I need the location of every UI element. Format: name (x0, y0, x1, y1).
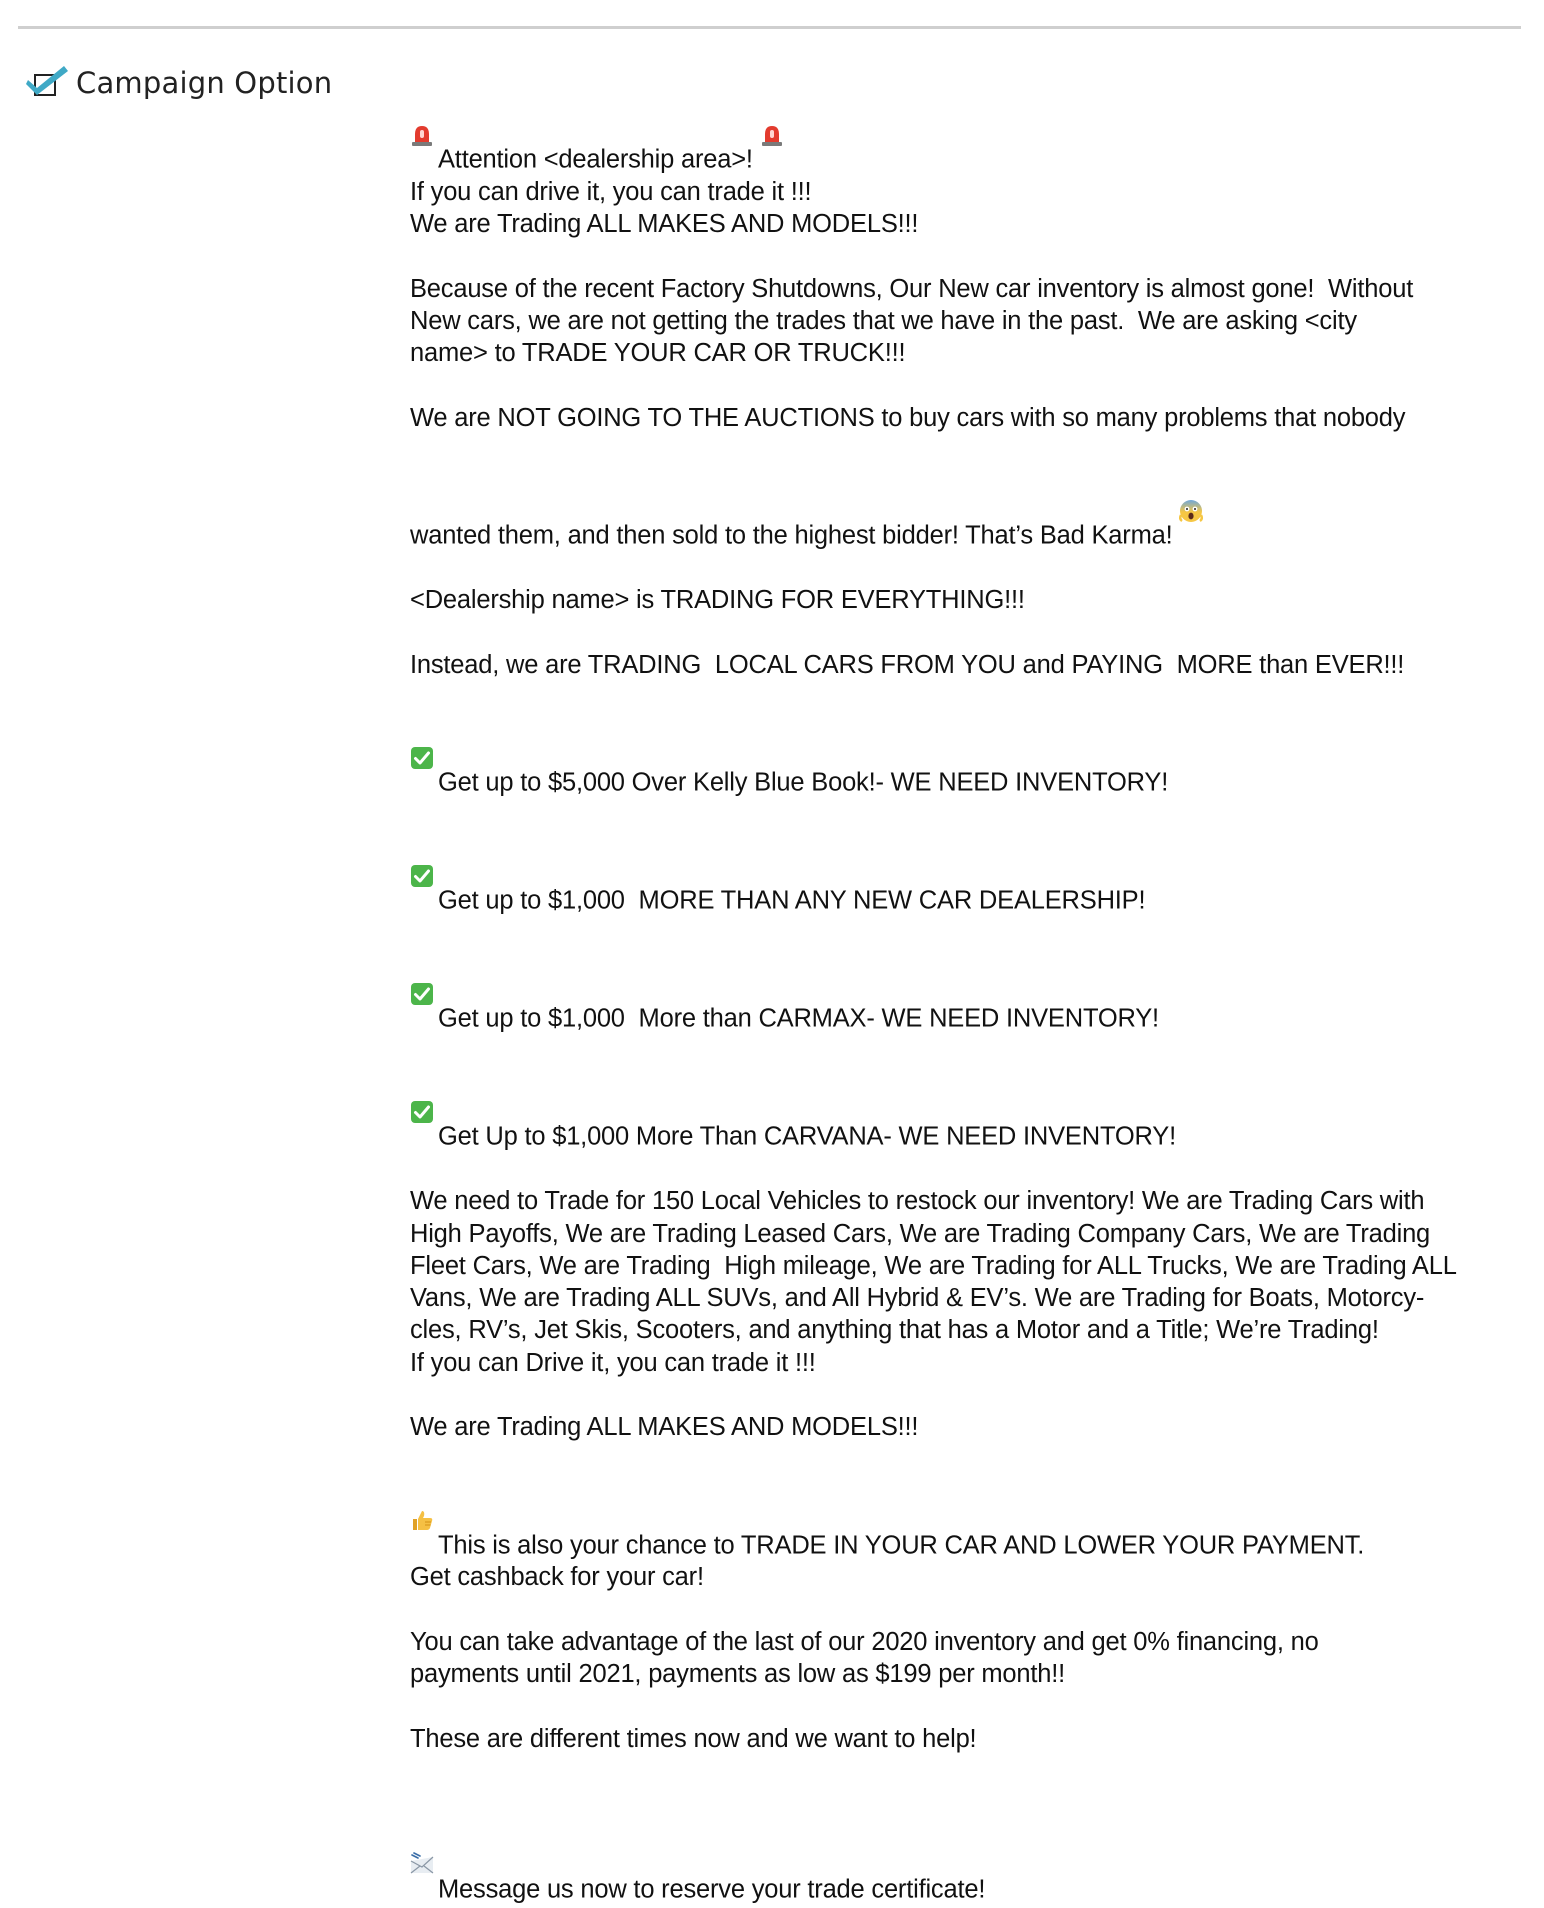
message-line-text: <Dealership name> is TRADING FOR EVERYTHING!!! (410, 586, 1025, 615)
message-blank-line (410, 1691, 1500, 1723)
message-blank-line (410, 370, 1500, 402)
checkbox-checked-icon[interactable] (26, 62, 68, 104)
message-line-text: Get up to $1,000 MORE THAN ANY NEW CAR DEALERSHIP! (438, 886, 1146, 915)
message-line (410, 337, 1500, 369)
message-line (410, 1282, 1500, 1314)
check-mark-button-icon (410, 917, 434, 941)
message-line-text: We are Trading ALL MAKES AND MODELS!!! (410, 1413, 919, 1442)
incoming-envelope-icon (410, 1788, 434, 1812)
message-line (410, 305, 1500, 337)
campaign-message (410, 58, 1500, 1905)
message-line (410, 1035, 1500, 1153)
message-blank-line (410, 1153, 1500, 1185)
message-line-text: We need to Trade for 150 Local Vehicles to restock our inventory! We are Trading Cars with (410, 1187, 1425, 1216)
check-mark-button-icon (410, 681, 434, 705)
message-line (410, 273, 1500, 305)
message-line (410, 1658, 1500, 1690)
message-line (410, 176, 1500, 208)
message-line (410, 917, 1500, 1035)
screaming-face-icon (1179, 434, 1203, 458)
message-line (410, 402, 1500, 434)
message-line-text: Because of the recent Factory Shutdowns, Our New car inventory is almost gone! Without (410, 274, 1414, 303)
message-line (410, 1314, 1500, 1346)
message-line-text: Get up to $1,000 More than CARMAX- WE NEED INVENTORY! (438, 1004, 1159, 1033)
message-blank-line (410, 240, 1500, 272)
message-line (410, 584, 1500, 616)
message-line-text: You can take advantage of the last of our 2020 inventory and get 0% financing, no (410, 1628, 1319, 1657)
message-line (410, 681, 1500, 799)
message-line (410, 1444, 1500, 1562)
message-blank-line (410, 1379, 1500, 1411)
rotating-light-icon (410, 58, 434, 82)
message-line (410, 1626, 1500, 1658)
check-mark-button-icon (410, 1035, 434, 1059)
message-line-text: name> to TRADE YOUR CAR OR TRUCK!!! (410, 339, 906, 368)
message-blank-line (410, 552, 1500, 584)
message-line-text: This is also your chance to TRADE IN YOUR CAR AND LOWER YOUR PAYMENT. (438, 1531, 1365, 1560)
top-divider (18, 26, 1521, 29)
campaign-option-label: Campaign Option (76, 66, 333, 100)
message-line-text: Attention <dealership area>! (438, 145, 760, 174)
message-line-text: We are NOT GOING TO THE AUCTIONS to buy cars with so many problems that nobody (410, 403, 1406, 432)
message-line (410, 1411, 1500, 1443)
message-line (410, 649, 1500, 681)
message-line-text: High Payoffs, We are Trading Leased Cars, We are Trading Company Cars, We are Trading (410, 1219, 1431, 1248)
message-line (410, 1250, 1500, 1282)
message-blank-line (410, 1755, 1500, 1787)
message-line (410, 208, 1500, 240)
message-line (410, 1347, 1500, 1379)
message-line (410, 1218, 1500, 1250)
thumbs-up-icon (410, 1444, 434, 1468)
rotating-light-icon (760, 58, 784, 82)
message-line-text: New cars, we are not getting the trades that we have in the past. We are asking <city (410, 307, 1357, 336)
message-line-text: payments until 2021, payments as low as $199 per month!! (410, 1660, 1066, 1689)
message-line-text: wanted them, and then sold to the highest bidder! That’s Bad Karma! (410, 521, 1180, 550)
message-line (410, 1561, 1500, 1593)
message-line (410, 1185, 1500, 1217)
message-line-text: Message us now to reserve your trade certificate! (438, 1875, 986, 1904)
message-line-text: If you can Drive it, you can trade it !!! (410, 1348, 816, 1377)
message-line-text: Get up to $5,000 Over Kelly Blue Book!- WE NEED INVENTORY! (438, 768, 1169, 797)
message-line-text: If you can drive it, you can trade it !!! (410, 177, 812, 206)
message-line-text: Get Up to $1,000 More Than CARVANA- WE NEED INVENTORY! (438, 1122, 1176, 1151)
message-line-text: These are different times now and we want to help! (410, 1724, 977, 1753)
message-line-text: Vans, We are Trading ALL SUVs, and All Hybrid & EV’s. We are Trading for Boats, Motorcy- (410, 1284, 1425, 1313)
message-line (410, 434, 1500, 552)
campaign-option[interactable] (26, 62, 332, 104)
check-mark-button-icon (410, 799, 434, 823)
message-line (410, 799, 1500, 917)
message-line-text: Fleet Cars, We are Trading High mileage, We are Trading for ALL Trucks, We are Trading ALL (410, 1251, 1457, 1280)
message-line-text: cles, RV’s, Jet Skis, Scooters, and anything that has a Motor and a Title; We’re Trading! (410, 1316, 1379, 1345)
message-line (410, 58, 1500, 176)
message-line-text: We are Trading ALL MAKES AND MODELS!!! (410, 210, 919, 239)
message-blank-line (410, 1594, 1500, 1626)
message-line (410, 1788, 1500, 1906)
message-line-text: Instead, we are TRADING LOCAL CARS FROM YOU and PAYING MORE than EVER!!! (410, 651, 1405, 680)
message-line (410, 1723, 1500, 1755)
message-line-text: Get cashback for your car! (410, 1563, 704, 1592)
message-blank-line (410, 617, 1500, 649)
